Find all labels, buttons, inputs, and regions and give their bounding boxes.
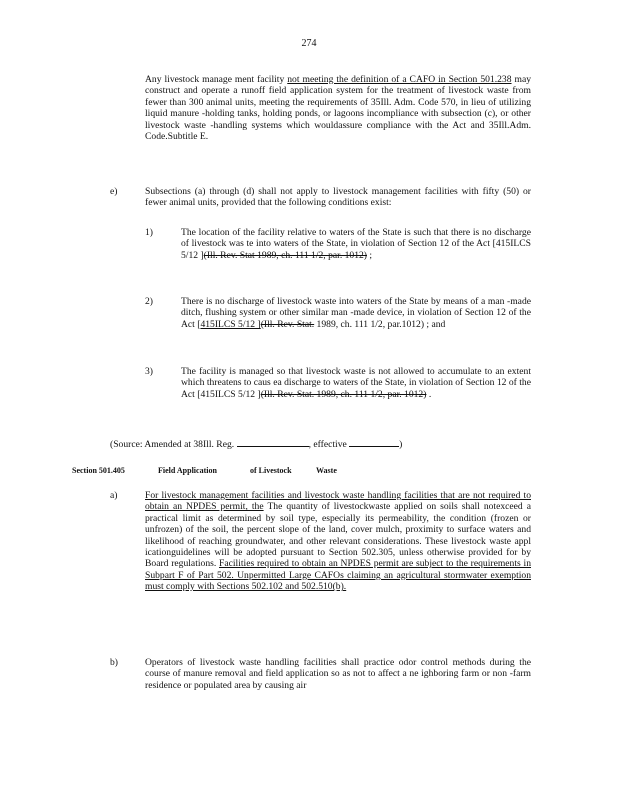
section-heading (72, 465, 337, 476)
source-text-2: , effective (308, 439, 347, 450)
item-e-text: Subsections (a) through (d) shall not apply to livestock management facilities with fifty (50) or fewer animal units, provided that the following conditions exist: (145, 186, 531, 209)
item-a-label: a) (110, 490, 118, 501)
item-b-text: Operators of livestock waste handling facilities shall practice odor control methods during the course of manure removal and field application so as not to affect a ne ighboring farm or non -farm residence or populated area by causing air (145, 657, 531, 691)
item-e3-text-1: The facility is managed so that livestock waste is not allowed to accumulate to an extent which threatens to caus ea discharge to waters of the State, in violation of Section 12 of the Act [415ILCS 5/12 ] (181, 366, 531, 400)
section-title-part-1: Field Application (158, 466, 217, 475)
source-text-3: ) (399, 439, 403, 450)
item-a-text (145, 490, 531, 593)
item-e1-label: 1) (145, 227, 153, 238)
item-e1-struck-text: (Ill. Rev. Stat 1989, ch. 111 1/2, par. 1012) (203, 249, 367, 261)
item-e2-label: 2) (145, 296, 153, 307)
section-title-part-2: of Livestock (250, 466, 292, 475)
intro-text-1: Any livestock manage ment facility (145, 74, 288, 85)
source-effective-blank (349, 436, 399, 447)
item-e3-struck-text: (Ill. Rev. Stat. 1989, ch. 111 1/2, par. 1012) (260, 388, 427, 400)
section-number: Section 501.405 (72, 466, 125, 475)
item-a-inserted-text-2: Facilities required to obtain an NPDES permit are subject to the requirements in Subpart F of Part 502. Unpermitted Large CAFOs claiming an agricultural stormwater exemption must comply with Sections 502.102 and 502.510(b). (145, 558, 531, 593)
item-e3-text-2: . (426, 388, 432, 400)
item-a-text-1: The quantity of livestockwaste applied on soils shall notexceed a practical limit as determined by soil type, especially its permeability, the condition (frozen or unfrozen) of the soil, the percent slope of the land, cover mulch, proximity to surface waters and likelihood of reaching groundwater, and other relevant considerations. These livestock waste appl icationguidelines will be adopted pursuant to Section 502.305, unless otherwise provided for by Board regulations. (145, 501, 531, 570)
item-e3-label: 3) (145, 366, 153, 377)
source-note (110, 436, 402, 450)
item-a-inserted-text-1: For livestock management facilities and livestock waste handling facilities that are not required to obtain an NPDES permit, the (145, 490, 531, 513)
item-e2-text (181, 296, 531, 330)
item-e2-text-2: 1989, ch. 111 1/2, par.1012) ; and (314, 318, 446, 330)
item-b-label: b) (110, 657, 118, 668)
item-e2-text-1: There is no discharge of livestock waste into waters of the State by means of a man -made ditch, flushing system or other similar man -made device, in violation of Section 12 of the Act [ (181, 296, 531, 330)
section-title-part-3: Waste (316, 466, 337, 475)
page-number: 274 (301, 38, 317, 49)
intro-text-2: may construct and operate a runoff field application system for the treatment of livestock waste from fewer than 300 animal units, meeting the requirements of 35Ill. Adm. Code 570, in lieu of utilizing liquid manure -holding tanks, holding ponds, or lagoons incompliance with subsection (c), or other livestock waste -handling systems which wouldassure compliance with the Act and 35Ill.Adm. Code.Subtitle E. (145, 74, 532, 143)
intro-inserted-text: not meeting the definition of a CAFO in Section 501.238 (287, 74, 512, 85)
item-e1-text (181, 227, 531, 261)
item-e2-struck-text: (Ill. Rev. Stat. (260, 318, 315, 330)
item-e3-text (181, 366, 531, 400)
item-e1-text-2: ; (367, 249, 373, 261)
source-reg-blank (237, 436, 309, 447)
item-e-label: e) (110, 186, 118, 197)
intro-paragraph (145, 74, 531, 142)
item-e1-text-1: The location of the facility relative to waters of the State is such that there is no discharge of livestock was te into waters of the State, in violation of Section 12 of the Act [415ILCS 5/12 ] (181, 227, 531, 261)
source-text-1: (Source: Amended at 38Ill. Reg. (110, 439, 235, 450)
item-e2-inserted-text: 415ILCS 5/12 ] (200, 318, 261, 330)
